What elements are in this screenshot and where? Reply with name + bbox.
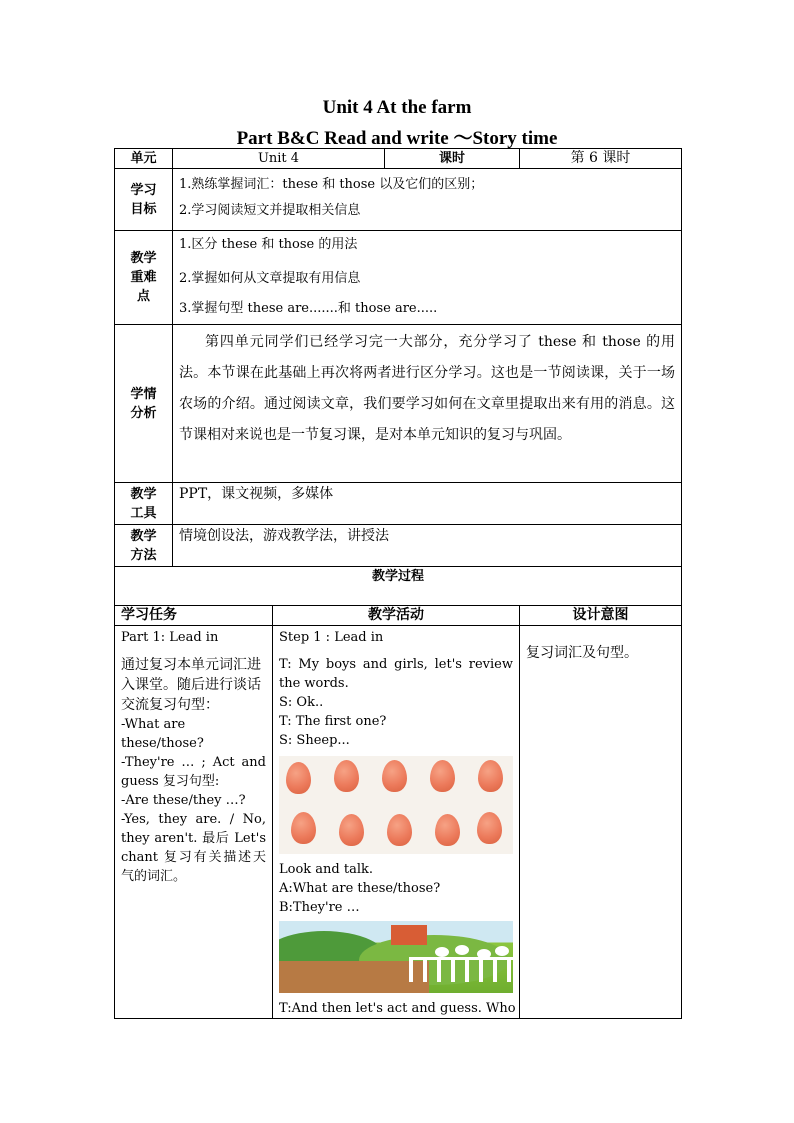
activity-step: Step 1 : Lead in [279,630,384,645]
dialogue-line: S: Ok.. [279,695,324,710]
egg-icon [382,760,407,792]
methods-row [115,525,682,567]
activity-last-line: T:And then let's act and guess. Who [279,1001,516,1016]
analysis-label: 学情 分析 [115,325,173,483]
egg-icon [334,760,359,792]
egg-icon [286,762,311,794]
look-talk-line: A:What are these/those? [279,881,441,896]
activity-cell [273,626,520,1019]
sheep-icon [495,946,509,956]
col-intent-header: 设计意图 [520,606,682,626]
sheep-icon [477,949,491,959]
dialogue-line: S: Sheep... [279,733,350,748]
egg-icon [477,812,502,844]
sheep-icon [435,947,449,957]
tools-label: 教学 工具 [115,483,173,525]
task-description: 通过复习本单元词汇进入课堂。随后进行谈话交流复习句型： [121,657,261,713]
objectives-content [173,169,682,231]
task-part: Part 1: Lead in [121,630,219,645]
objective-item: 2.学习阅读短文并提取相关信息 [179,203,361,218]
methods-content: 情境创设法，游戏教学法，讲授法 [173,525,682,567]
tools-row [115,483,682,525]
key-point-item: 1.区分 these 和 those 的用法 [179,237,358,252]
barn-icon [391,925,427,945]
word-eggs-image [279,756,513,854]
process-title: 教学过程 [115,567,682,606]
unit-label: 单元 [115,149,173,169]
egg-icon [387,814,412,846]
page-subtitle: Part B&C Read and write ～Story time [236,128,558,149]
objectives-label: 学习 目标 [115,169,173,231]
header-row [115,149,682,169]
intent-cell: 复习词汇及句型。 [520,626,682,1019]
dialogue-line: T: The first one? [279,714,387,729]
key-points-label: 教学 重难 点 [115,231,173,325]
objectives-row [115,169,682,231]
process-content-row [115,626,682,1019]
task-cell [115,626,273,1019]
page-title: Unit 4 At the farm [322,97,472,118]
look-talk-line: Look and talk. [279,862,374,877]
lesson-plan-table [114,148,682,1019]
task-line: -They're … ; Act and guess 复习句型: [121,755,266,789]
egg-icon [435,814,460,846]
task-line: -What are these/those? [121,717,204,751]
look-talk-line: B:They're … [279,900,360,915]
objective-item: 1.熟练掌握词汇：these 和 those 以及它们的区别； [179,177,484,192]
key-points-row [115,231,682,325]
process-header-row [115,606,682,626]
task-line: -Are these/they …? [121,793,246,808]
unit-value: Unit 4 [173,149,385,169]
col-activity-header: 教学活动 [273,606,520,626]
tools-content: PPT，课文视频，多媒体 [173,483,682,525]
fence-icon [409,957,513,982]
dialogue-line: T: My boys and girls, let's review the words. [279,657,513,691]
analysis-content [173,325,682,483]
egg-icon [478,760,503,792]
egg-icon [430,760,455,792]
analysis-row [115,325,682,483]
egg-icon [291,812,316,844]
sheep-icon [455,945,469,955]
key-point-item: 3.掌握句型 these are.......和 those are..... [179,301,438,316]
period-label: 课时 [385,149,520,169]
farm-scene-image [279,921,513,993]
methods-label: 教学 方法 [115,525,173,567]
key-point-item: 2.掌握如何从文章提取有用信息 [179,271,361,286]
process-title-row [115,567,682,606]
col-task-header: 学习任务 [115,606,273,626]
key-points-content [173,231,682,325]
period-value: 第 6 课时 [520,149,682,169]
analysis-text: 第四单元同学们已经学习完一大部分，充分学习了 these 和 those 的用法。本节课在此基础上再次将两者进行区分学习。这也是一节阅读课，关于一场农场的介绍。通过阅读文章，我们要学习如何在文章里提取出来有用的消息。这节课相对来说也是一节复习课，是对本单元知识的复习与巩固。 [179,334,675,443]
egg-icon [339,814,364,846]
task-line: -Yes, they are. / No, they aren't. 最后 Let's chant 复习有关描述天气的词汇。 [121,812,266,884]
